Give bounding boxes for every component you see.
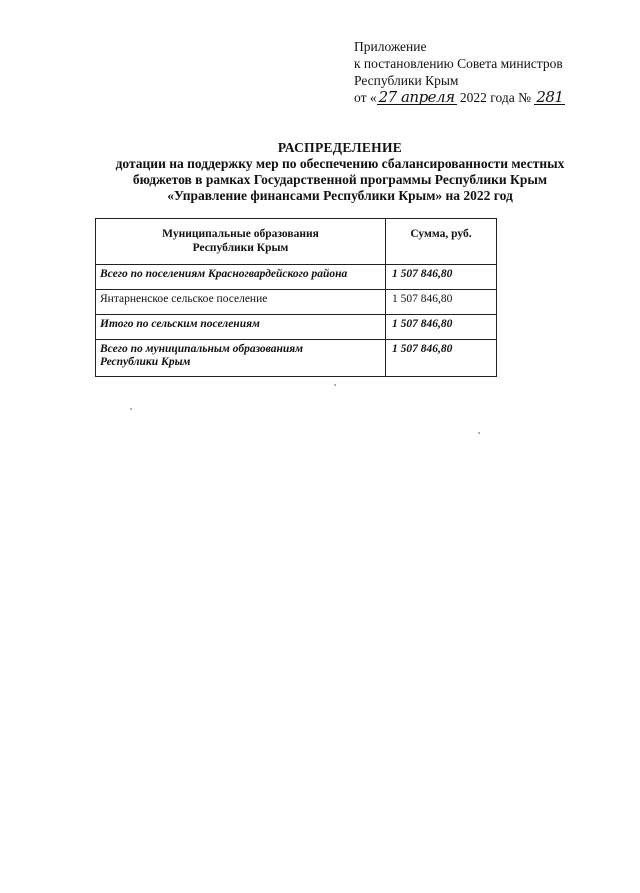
header-municipalities-line1: Муниципальные образования [162,228,319,240]
row-name-line1: Всего по муниципальным образованиям [100,343,304,355]
date-prefix: от « [354,90,377,105]
row-name [96,340,386,377]
row-name: Всего по поселениям Красногвардейского района [96,265,386,290]
annex-date-line [354,89,565,106]
header-municipalities-line2: Республики Крым [192,242,289,254]
annex-authority: Республики Крым [354,73,459,88]
date-suffix: 2022 года № [459,90,531,105]
title-line-1: дотации на поддержку мер по обеспечению сбалансированности местных [115,156,565,171]
document-title [90,140,590,204]
handwritten-date: 27 апреля [378,88,455,106]
handwritten-number: 281 [536,88,564,106]
row-name-line2: Республики Крым [100,356,191,368]
scan-speck [478,432,480,434]
table-row [96,315,497,340]
scan-speck [334,384,336,386]
header-municipalities [96,219,386,265]
row-name: Итого по сельским поселениям [96,315,386,340]
table-row [96,265,497,290]
row-amount: 1 507 846,80 [386,340,497,377]
header-amount: Сумма, руб. [386,219,497,265]
title-heading: РАСПРЕДЕЛЕНИЕ [277,140,403,155]
table-row [96,340,497,377]
row-amount: 1 507 846,80 [386,290,497,315]
row-amount: 1 507 846,80 [386,315,497,340]
row-name: Янтарненское сельское поселение [96,290,386,315]
scan-speck [130,408,132,410]
title-line-3: «Управление финансами Республики Крым» на 2022 год [167,188,513,203]
table-header-row [96,219,497,265]
annex-title: Приложение [354,39,427,54]
distribution-table [95,218,497,377]
table-row [96,290,497,315]
annex-reference: к постановлению Совета министров [354,56,563,71]
title-line-2: бюджетов в рамках Государственной программы Республики Крым [132,172,548,187]
row-amount: 1 507 846,80 [386,265,497,290]
annex-header [354,38,565,106]
